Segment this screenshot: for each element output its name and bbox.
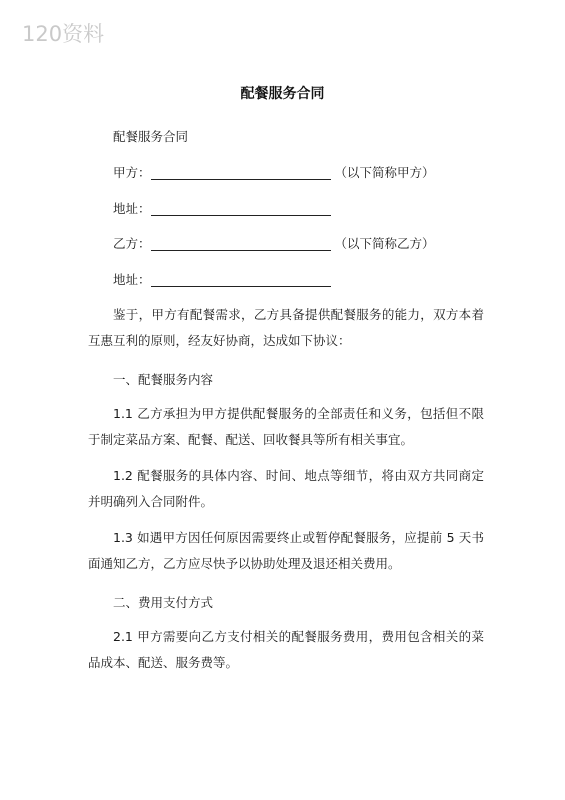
clause-1-1: 1.1 乙方承担为甲方提供配餐服务的全部责任和义务，包括但不限于制定菜品方案、配餐、配送、回收餐具等所有相关事宜。 <box>88 406 484 447</box>
party-b-row <box>113 236 435 252</box>
clause-1-2: 1.2 配餐服务的具体内容、时间、地点等细节，将由双方共同商定并明确列入合同附件。 <box>88 468 484 509</box>
address-a-blank[interactable] <box>151 202 331 216</box>
document-title: 配餐服务合同 <box>240 86 325 102</box>
party-b-label: 乙方： <box>113 236 151 251</box>
watermark: 120资料 <box>22 22 105 46</box>
section-1-heading: 一、配餐服务内容 <box>113 372 214 387</box>
address-a-label: 地址： <box>113 201 151 216</box>
intro-paragraph: 鉴于，甲方有配餐需求，乙方具备提供配餐服务的能力，双方本着互惠互利的原则，经友好协商，达成如下协议： <box>88 307 484 348</box>
party-b-note: （以下简称乙方） <box>334 236 435 251</box>
clause-1-3: 1.3 如遇甲方因任何原因需要终止或暂停配餐服务，应提前 5 天书面通知乙方，乙方应尽快予以协助处理及退还相关费用。 <box>88 530 484 571</box>
header-line: 配餐服务合同 <box>113 129 189 144</box>
party-a-note: （以下简称甲方） <box>334 165 435 180</box>
party-a-blank[interactable] <box>151 166 331 180</box>
section-2-heading: 二、费用支付方式 <box>113 595 214 610</box>
address-b-row <box>113 272 331 288</box>
party-b-blank[interactable] <box>151 237 331 251</box>
clause-2-1: 2.1 甲方需要向乙方支付相关的配餐服务费用，费用包含相关的菜品成本、配送、服务费等。 <box>88 629 484 670</box>
address-b-blank[interactable] <box>151 273 331 287</box>
party-a-row <box>113 165 435 181</box>
address-b-label: 地址： <box>113 272 151 287</box>
party-a-label: 甲方： <box>113 165 151 180</box>
address-a-row <box>113 201 331 217</box>
